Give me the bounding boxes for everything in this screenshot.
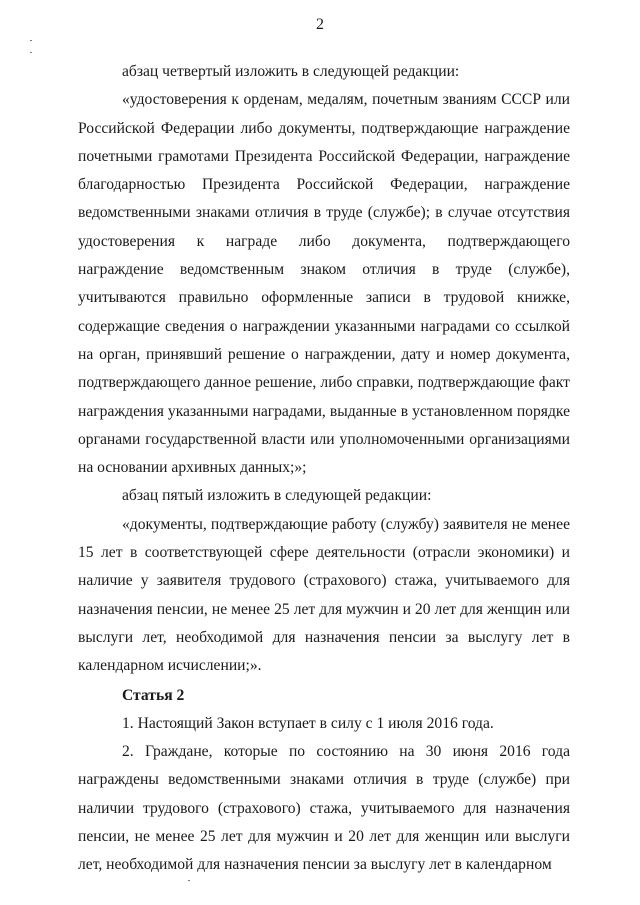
amendment-text: «удостоверения к орденам, медалям, почетным званиям СССР или Российской Федерации либо документы, подтверждающие награждение почетными грамотами Президента Российской Федерации, награждение благодарностью Президента Российской Федерации, награждение ведомственными знаками отличия в труде (службе); в случае отсутствия удостоверения к награде либо документа, подтверждающего награждение ведомственным знаком отличия в труде (службе), учитываются правильно оформленные записи в трудовой книжке, содержащие сведения о награждении указанными наградами со ссылкой на орган, принявший решение о награждении, дату и номер документа, подтверждающего данное решение, либо справки, подтверждающие факт награждения указанными наградами, выданные в установленном порядке органами государственной власти или уполномоченными организациями на основании архивных данных;»;	[78, 91, 570, 477]
amendment-instruction: абзац четвертый изложить в следующей редакции:	[122, 63, 460, 80]
article-clause: 2. Граждане, которые по состоянию на 30 июня 2016 года награждены ведомственными знаками отличия в труде (службе) при наличии трудового (страхового) стажа, учитываемого для назначения пенсии, не менее 25 лет для мужчин и 20 лет для женщин или выслуги лет, необходимой для назначения пенсии за выслугу лет в календарном	[78, 743, 570, 874]
article-heading: Статья 2	[122, 686, 185, 704]
article-clause: 1. Настоящий Закон вступает в силу с 1 июля 2016 года.	[122, 714, 494, 732]
scan-mark	[30, 52, 32, 53]
scan-mark	[188, 880, 190, 881]
page-number: 2	[316, 16, 324, 33]
document-body	[78, 58, 570, 880]
amendment-text: «документы, подтверждающие работу (службу) заявителя не менее 15 лет в соответствующей сфере деятельности (отрасли экономики) и наличие у заявителя трудового (страхового) стажа, учитываемого для назначения пенсии, не менее 25 лет для мужчин и 20 лет для женщин или выслуги лет, необходимой для назначения пенсии за выслугу лет в календарном исчислении;».	[78, 515, 570, 675]
amendment-instruction: абзац пятый изложить в следующей редакции:	[122, 487, 432, 505]
scan-mark	[30, 40, 32, 41]
